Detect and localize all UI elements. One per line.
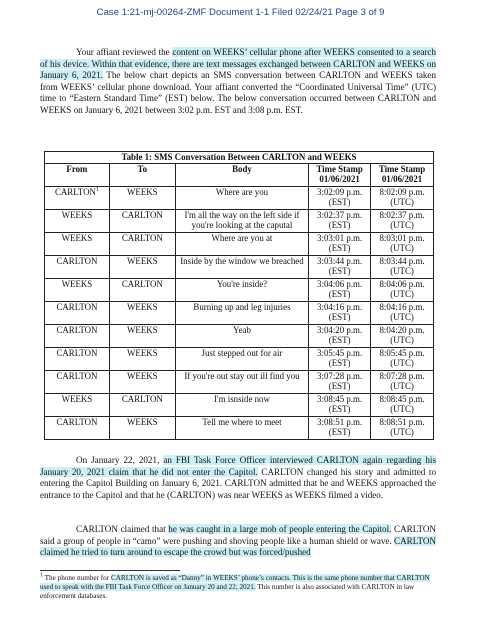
col-header-to: To <box>109 164 175 187</box>
utc-cell <box>371 256 434 279</box>
from-cell-text: WEEKS <box>61 279 93 289</box>
from-cell <box>45 233 110 256</box>
col-header-est: Time Stamp 01/06/2021 <box>309 164 371 187</box>
paragraph-3 <box>40 524 436 559</box>
para1-text: Your affiant reviewed the <box>76 47 173 57</box>
body-cell-text: I'm all the way on the left side if you're looking at the caputal <box>184 210 300 230</box>
footnote-highlight: CARLTON is saved as “Danny” in WEEKS’ phone’s contacts. This is the same phone number that CARLTON used to speak with the FBI Task Force Officer on January 20 and 22, 2021. <box>40 574 430 592</box>
para3-highlight-1: he was caught in a large mob of people entering the Capitol. <box>168 524 392 534</box>
body-cell-text: Yeab <box>233 325 251 335</box>
para1-highlight: content on WEEKS’ cellular phone after WEEKS consented to a search of his device. Within that evidence, there are text messages exchanged between CARLTON and WEEKS on January 6, 2021. <box>40 47 436 80</box>
est-cell <box>309 187 371 210</box>
utc-cell <box>371 325 434 348</box>
footnote-text-2: This number is also associated with CARLTON in law enforcement databases. <box>40 583 415 601</box>
est-cell-text: 3:04:06 p.m. (EST) <box>317 279 363 299</box>
to-cell-text: CARLTON <box>121 279 163 289</box>
to-cell <box>109 210 175 233</box>
table-row <box>45 348 434 371</box>
to-cell <box>109 371 175 394</box>
utc-cell <box>371 279 434 302</box>
from-cell <box>45 371 110 394</box>
body-cell <box>175 256 308 279</box>
from-cell-text: CARLTON <box>56 371 98 381</box>
from-cell-text: CARLTON <box>56 325 98 335</box>
body-cell <box>175 279 308 302</box>
col-header-utc: Time Stamp 01/06/2021 <box>371 164 434 187</box>
est-cell <box>309 348 371 371</box>
utc-cell-text: 8:04:20 p.m. (UTC) <box>379 325 425 345</box>
from-cell <box>45 302 110 325</box>
to-cell <box>109 233 175 256</box>
to-cell-text: WEEKS <box>127 371 158 381</box>
body-cell-text: Burning up and leg injuries <box>193 302 291 312</box>
utc-cell-text: 8:04:16 p.m. (UTC) <box>379 302 425 322</box>
body-cell-text: You're inside? <box>216 279 268 289</box>
table-title: Table 1: SMS Conversation Between CARLTON and WEEKS <box>45 152 434 164</box>
to-cell <box>109 417 175 440</box>
table-row <box>45 325 434 348</box>
utc-cell <box>371 187 434 210</box>
est-cell-text: 3:07:28 p.m. (EST) <box>317 371 363 391</box>
footnote-ref: 1 <box>95 187 99 194</box>
body-cell <box>175 348 308 371</box>
paragraph-2 <box>40 455 436 501</box>
utc-cell-text: 8:04:06 p.m. (UTC) <box>379 279 425 299</box>
est-cell <box>309 256 371 279</box>
est-cell <box>309 210 371 233</box>
to-cell-text: CARLTON <box>121 210 163 220</box>
utc-cell <box>371 371 434 394</box>
footnote-marker: 1 <box>40 572 43 579</box>
from-cell <box>45 348 110 371</box>
utc-cell-text: 8:08:45 p.m. (UTC) <box>379 394 425 414</box>
para3-text-2: CARLTON said a group of people in “camo” were pushing and shoving people like a human shield or wave. <box>40 524 436 546</box>
body-cell <box>175 417 308 440</box>
to-cell <box>109 279 175 302</box>
to-cell <box>109 187 175 210</box>
utc-cell-text: 8:05:45 p.m. (UTC) <box>379 348 425 368</box>
from-cell-text: WEEKS <box>61 394 93 404</box>
to-cell-text: WEEKS <box>127 325 158 335</box>
est-cell-text: 3:02:09 p.m. (EST) <box>317 187 363 207</box>
to-cell <box>109 348 175 371</box>
body-cell-text: I'm isnside now <box>214 394 270 404</box>
body-cell <box>175 371 308 394</box>
est-cell <box>309 233 371 256</box>
utc-cell-text: 8:03:44 p.m. (UTC) <box>379 256 425 276</box>
utc-cell <box>371 302 434 325</box>
case-header: Case 1:21-mj-00264-ZMF Document 1-1 Filed 02/24/21 Page 3 of 9 <box>96 7 385 18</box>
to-cell <box>109 325 175 348</box>
utc-cell-text: 8:02:37 p.m. (UTC) <box>379 210 425 230</box>
from-cell <box>45 187 110 210</box>
table-row <box>45 417 434 440</box>
from-cell <box>45 256 110 279</box>
from-cell <box>45 417 110 440</box>
to-cell-text: WEEKS <box>127 187 158 197</box>
to-cell-text: WEEKS <box>127 302 158 312</box>
to-cell-text: WEEKS <box>127 256 158 266</box>
to-cell <box>109 302 175 325</box>
to-cell-text: WEEKS <box>127 417 158 427</box>
body-cell <box>175 394 308 417</box>
body-cell-text: If you're out stay out ill find you <box>184 371 300 381</box>
col-header-body: Body <box>175 164 308 187</box>
para2-text-2: CARLTON changed his story and admitted to entering the Capitol Building on January 6, 2021. CARLTON admitted that he and WEEKS approached the entrance to the Capitol and that he (CARLTON) was near WEEKS as WEEKS filmed a video. <box>40 466 437 500</box>
to-cell <box>109 256 175 279</box>
paragraph-1 <box>40 47 436 116</box>
table-row <box>45 256 434 279</box>
table-row <box>45 187 434 210</box>
from-cell <box>45 279 110 302</box>
from-cell-text: CARLTON <box>54 187 96 197</box>
body-cell-text: Inside by the window we breached <box>180 256 304 266</box>
est-cell-text: 3:05:45 p.m. (EST) <box>317 348 363 368</box>
est-cell-text: 3:08:51 p.m. (EST) <box>317 417 363 437</box>
para3-text: CARLTON claimed that <box>76 524 169 534</box>
utc-cell <box>371 348 434 371</box>
body-cell-text: Where are you <box>215 187 269 197</box>
footnote-text: The phone number for <box>43 574 111 582</box>
body-cell <box>175 187 308 210</box>
utc-cell <box>371 233 434 256</box>
from-cell-text: CARLTON <box>56 256 98 266</box>
table-title-row <box>45 152 434 164</box>
footnote <box>40 574 436 602</box>
from-cell <box>45 394 110 417</box>
est-cell-text: 3:04:20 p.m. (EST) <box>317 325 363 345</box>
para1-text-2: The below chart depicts an SMS conversation between CARLTON and WEEKS taken from WEEKS’ cellular phone download. Your affiant converted the “Coordinated Universal Time” (UTC) time to “Eastern Standard Time” (EST) below. The below conversation occurred between CARLTON and WEEKS on January 6, 2021 between 3:02 p.m. EST and 3:08 p.m. EST. <box>40 70 437 115</box>
to-cell-text: CARLTON <box>121 233 163 243</box>
body-cell <box>175 302 308 325</box>
est-cell-text: 3:03:01 p.m. (EST) <box>317 233 363 253</box>
utc-cell-text: 8:02:09 p.m. (UTC) <box>379 187 425 207</box>
est-cell <box>309 302 371 325</box>
est-cell-text: 3:04:16 p.m. (EST) <box>317 302 363 322</box>
est-cell <box>309 394 371 417</box>
to-cell-text: CARLTON <box>121 394 163 404</box>
utc-cell <box>371 210 434 233</box>
table-row <box>45 371 434 394</box>
from-cell-text: CARLTON <box>56 348 98 358</box>
est-cell <box>309 325 371 348</box>
body-cell-text: Tell me where to meet <box>202 417 282 427</box>
table-row <box>45 394 434 417</box>
col-header-from: From <box>45 164 110 187</box>
body-cell-text: Just stepped out for air <box>201 348 283 358</box>
from-cell-text: CARLTON <box>56 302 98 312</box>
est-cell <box>309 371 371 394</box>
sms-table <box>44 151 434 440</box>
body-cell <box>175 325 308 348</box>
utc-cell-text: 8:07:28 p.m. (UTC) <box>379 371 425 391</box>
to-cell <box>109 394 175 417</box>
table-row <box>45 302 434 325</box>
from-cell-text: WEEKS <box>61 210 93 220</box>
para2-highlight: an FBI Task Force Officer interviewed CARLTON again regarding his January 20, 2021 claim that he did not enter the Capitol. <box>40 455 436 477</box>
utc-cell <box>371 417 434 440</box>
est-cell <box>309 279 371 302</box>
table-row <box>45 233 434 256</box>
utc-cell-text: 8:03:01 p.m. (UTC) <box>379 233 425 253</box>
utc-cell <box>371 394 434 417</box>
footnote-divider <box>40 570 180 571</box>
from-cell-text: CARLTON <box>56 417 98 427</box>
est-cell-text: 3:08:45 p.m. (EST) <box>317 394 363 414</box>
table-row <box>45 210 434 233</box>
table-header-row <box>45 164 434 187</box>
from-cell <box>45 325 110 348</box>
body-cell <box>175 210 308 233</box>
body-cell-text: Where are you at <box>211 233 273 243</box>
para3-highlight-2: CARLTON claimed he tried to turn around to escape the crowd but was forced/pushed <box>40 535 436 557</box>
to-cell-text: WEEKS <box>127 348 158 358</box>
est-cell-text: 3:03:44 p.m. (EST) <box>317 256 363 276</box>
para2-text: On January 22, 2021, <box>76 455 164 465</box>
est-cell-text: 3:02:37 p.m. (EST) <box>317 210 363 230</box>
table-row <box>45 279 434 302</box>
est-cell <box>309 417 371 440</box>
from-cell-text: WEEKS <box>61 233 93 243</box>
body-cell <box>175 233 308 256</box>
utc-cell-text: 8:08:51 p.m. (UTC) <box>379 417 425 437</box>
from-cell <box>45 210 110 233</box>
